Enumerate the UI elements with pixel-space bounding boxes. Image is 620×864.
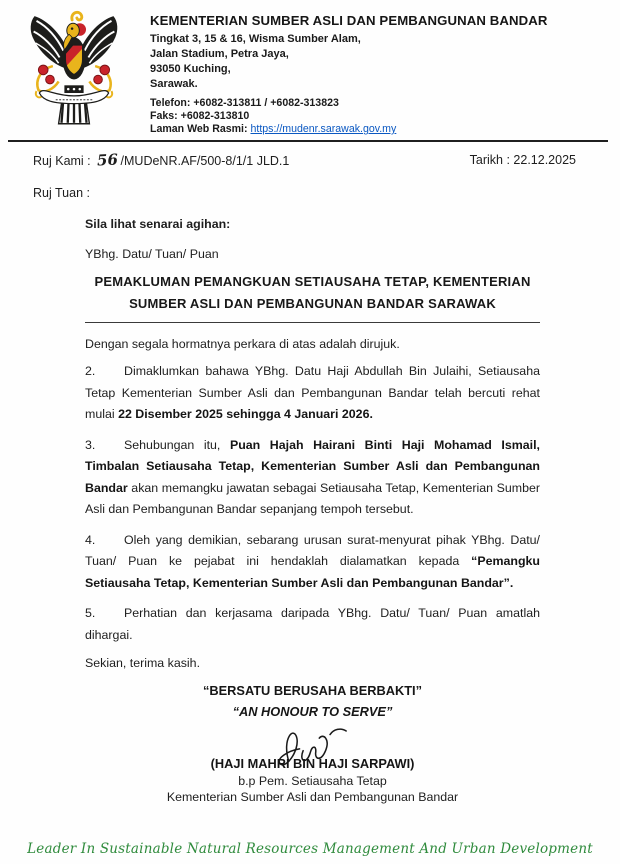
- fax-label: Faks:: [150, 110, 178, 122]
- tarikh: [470, 152, 576, 169]
- ruj-tuan-label: Ruj Tuan :: [33, 186, 90, 200]
- ruj-kami-handwritten-number: 56: [96, 150, 118, 170]
- address-line: Jalan Stadium, Petra Jaya,: [150, 48, 289, 60]
- sarawak-coat-of-arms-icon: [24, 8, 124, 128]
- paragraph-3: [85, 435, 540, 521]
- paragraph-text: akan memangku jawatan sebagai Setiausaha Tetap, Kementerian Sumber Asli dan Pembangunan Bandar sepanjang tempoh tersebut.: [85, 480, 540, 516]
- website-link[interactable]: https://mudenr.sarawak.gov.my: [250, 123, 397, 135]
- paragraph-2: [85, 361, 540, 426]
- paragraph-text: Perhatian dan kerjasama daripada YBhg. Datu/ Tuan/ Puan amatlah dihargai.: [85, 606, 540, 642]
- subject-line-1: PEMAKLUMAN PEMANGKUAN SETIAUSAHA TETAP, KEMENTERIAN: [94, 274, 531, 289]
- paragraph-bold-text: “Pemangku Setiausaha Tetap, Kementerian Sumber Asli dan Pembangunan Bandar”: [85, 554, 540, 590]
- closing-line: Sekian, terima kasih.: [85, 656, 201, 670]
- letterhead-text: [150, 8, 548, 136]
- tarikh-value: 22.12.2025: [509, 153, 576, 167]
- fax-line: [150, 110, 548, 123]
- letterhead: [0, 0, 620, 136]
- opening-line: Dengan segala hormatnya perkara di atas adalah dirujuk.: [85, 337, 400, 351]
- fax-value: +6082-313810: [177, 110, 250, 122]
- paragraph-text: Oleh yang demikian, sebarang urusan surat-menyurat pihak YBhg. Datu/ Tuan/ Puan ke pejabat ini hendaklah dialamatkan kepada: [85, 532, 540, 568]
- crest-band: [64, 85, 83, 93]
- salutation: YBhg. Datu/ Tuan/ Puan: [85, 247, 219, 261]
- tarikh-label: Tarikh :: [469, 153, 510, 167]
- footer-tagline: Leader In Sustainable Natural Resources Management And Urban Development: [27, 841, 593, 857]
- ruj-kami-label: Ruj Kami :: [33, 154, 91, 168]
- signature-block: [85, 722, 540, 805]
- signatory-name: (HAJI MAHRI BIN HAJI SARPAWI): [210, 756, 415, 771]
- ruj-kami-value: /MUDeNR.AF/500-8/1/1 JLD.1: [120, 154, 290, 168]
- paragraph-bold-text: Puan Hajah Hairani Binti Haji Mohamad Ismail, Timbalan Setiausaha Tetap, Kementerian Sumber Asli dan Pembangunan Bandar: [85, 437, 540, 495]
- paragraph-text: Dimaklumkan bahawa YBhg. Datu Haji Abdullah Bin Julaihi, Setiausaha Tetap Kementerian Sumber Asli dan Pembangunan Bandar telah bercuti rehat mulai: [85, 364, 540, 421]
- paragraph-5: [85, 603, 540, 646]
- paragraph-number: 2.: [85, 364, 96, 378]
- subject-line-2: SUMBER ASLI DAN PEMBANGUNAN BANDAR SARAWAK: [129, 296, 496, 311]
- paragraph-number: 4.: [85, 532, 96, 547]
- phone-label: Telefon:: [150, 97, 191, 109]
- letter-body: [85, 217, 540, 805]
- website-label: Laman Web Rasmi:: [150, 123, 248, 135]
- address-line: Sarawak.: [150, 78, 198, 90]
- website-line: [150, 123, 548, 136]
- paragraph-4: [85, 530, 540, 595]
- signatory-organisation: Kementerian Sumber Asli dan Pembangunan Bandar: [166, 790, 459, 804]
- paragraph-text: Sehubungan itu,: [124, 437, 230, 452]
- distribution-note: Sila lihat senarai agihan:: [85, 217, 231, 231]
- paragraph-number: 5.: [85, 606, 96, 620]
- paragraph-period: .: [509, 575, 514, 590]
- subject-title: [85, 271, 540, 323]
- address-line: 93050 Kuching,: [150, 63, 231, 75]
- letterhead-divider: [8, 140, 608, 142]
- phone-line: [150, 97, 548, 110]
- paragraph-number: 3.: [85, 437, 96, 452]
- ruj-kami: [33, 152, 289, 169]
- address-line: Tingkat 3, 15 & 16, Wisma Sumber Alam,: [150, 33, 361, 45]
- motto-english: “AN HONOUR TO SERVE”: [232, 704, 393, 719]
- paragraph-bold-text: 22 Disember 2025 sehingga 4 Januari 2026.: [118, 407, 373, 421]
- motto-malay: “BERSATU BERUSAHA BERBAKTI”: [203, 683, 422, 698]
- reference-row: [33, 152, 576, 169]
- signatory-title: b.p Pem. Setiausaha Tetap: [238, 774, 387, 788]
- ministry-name: KEMENTERIAN SUMBER ASLI DAN PEMBANGUNAN BANDAR: [150, 13, 548, 28]
- phone-value: +6082-313811 / +6082-313823: [190, 97, 339, 109]
